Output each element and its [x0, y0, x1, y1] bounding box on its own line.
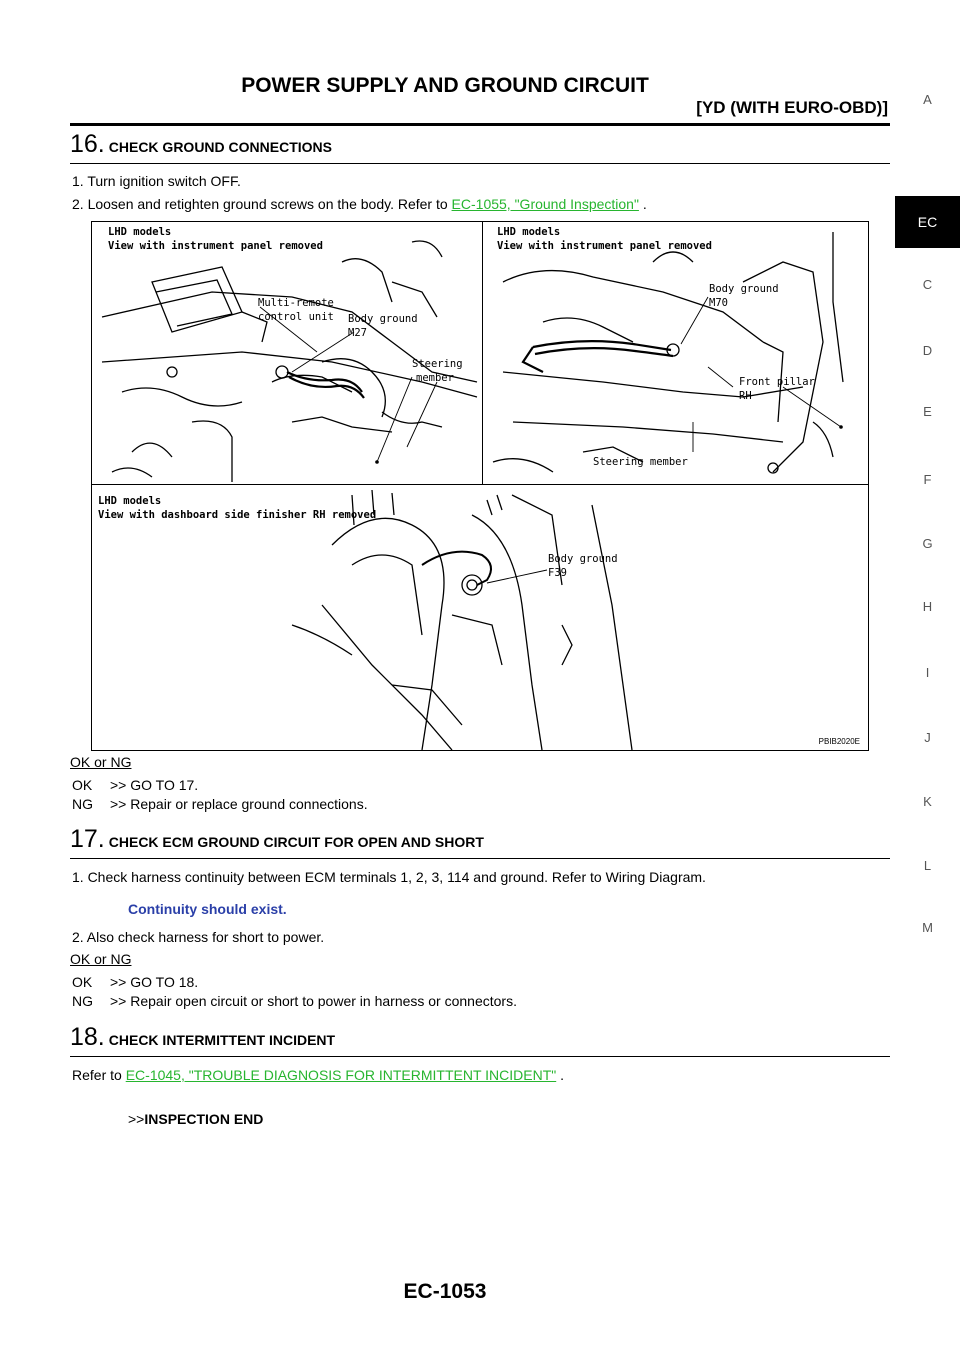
ground-inspection-link[interactable]: EC-1055, "Ground Inspection" [451, 196, 639, 212]
header-rule [70, 123, 890, 126]
label-f39: F39 [548, 567, 567, 579]
label-control-unit: control unit [258, 311, 334, 323]
tab-j[interactable]: J [924, 730, 931, 745]
label-body-ground-m27: Body ground [348, 313, 418, 325]
label-body-ground-f39: Body ground [548, 553, 618, 565]
page-subtitle: [YD (WITH EURO-OBD)] [696, 98, 888, 117]
page-number: EC-1053 [403, 1280, 487, 1303]
step-18-line-end: . [556, 1067, 564, 1083]
label-body-ground-m70: Body ground [709, 283, 779, 295]
figure-panel-f39 [92, 485, 868, 750]
panel-f39-heading-2: View with dashboard side finisher RH removed [98, 509, 377, 521]
tab-ec[interactable]: EC [895, 196, 960, 248]
step-16-line-2 [72, 196, 647, 212]
tab-h[interactable]: H [922, 599, 933, 614]
step-17-ng-row [72, 993, 517, 1009]
step-16-ok-value: >> GO TO 17. [110, 777, 199, 793]
page-title: POWER SUPPLY AND GROUND CIRCUIT [241, 74, 649, 97]
step-16-ok-or-ng: OK or NG [70, 754, 132, 770]
label-steering-member: Steering member [593, 456, 688, 468]
step-17-line-1: 1. Check harness continuity between ECM terminals 1, 2, 3, 114 and ground. Refer to Wiring Diagram. [72, 869, 706, 885]
step-16-ng-row [72, 796, 368, 812]
label-m70: M70 [709, 297, 728, 309]
step-18-title: CHECK INTERMITTENT INCIDENT [108, 1032, 336, 1048]
step-16-ok-row [72, 777, 198, 793]
inspection-end-prefix: >> [128, 1111, 145, 1127]
panel-f39-drawing [92, 485, 868, 750]
tab-g[interactable]: G [922, 536, 933, 551]
step-17-heading [70, 825, 890, 853]
step-16-rule [70, 163, 890, 164]
step-17-ng-value: >> Repair open circuit or short to power in harness or connectors. [110, 993, 517, 1009]
label-rh: RH [739, 390, 752, 402]
step-16-line-1: 1. Turn ignition switch OFF. [72, 173, 241, 189]
step-18-number: 18. [70, 1023, 105, 1051]
inspection-end [128, 1111, 263, 1127]
panel-f39-heading-1: LHD models [98, 495, 162, 507]
intermittent-incident-link[interactable]: EC-1045, "TROUBLE DIAGNOSIS FOR INTERMITTENT INCIDENT" [125, 1067, 557, 1083]
tab-d[interactable]: D [922, 343, 933, 358]
tab-c[interactable]: C [922, 277, 933, 292]
step-17-rule [70, 858, 890, 859]
tab-i[interactable]: I [925, 665, 930, 680]
step-16-ng-key: NG [72, 796, 93, 812]
step-17-title: CHECK ECM GROUND CIRCUIT FOR OPEN AND SHORT [108, 834, 484, 850]
step-17-ok-or-ng: OK or NG [70, 951, 132, 967]
step-16-line-2-text: 2. Loosen and retighten ground screws on the body. Refer to [72, 196, 452, 212]
label-member: member [416, 372, 454, 384]
panel-m27-heading-2: View with instrument panel removed [108, 240, 323, 252]
step-18-heading [70, 1023, 890, 1051]
label-m27: M27 [348, 327, 367, 339]
step-16-heading [70, 130, 890, 158]
label-steering: Steering [412, 358, 463, 370]
step-16-line-2-end: . [638, 196, 647, 212]
label-multi-remote: Multi-remote [258, 297, 334, 309]
step-17-number: 17. [70, 825, 105, 853]
panel-m70-drawing [483, 222, 868, 484]
step-16-ok-key: OK [72, 777, 93, 793]
panel-m70-heading-2: View with instrument panel removed [497, 240, 712, 252]
step-16-number: 16. [70, 130, 105, 158]
tab-a[interactable]: A [923, 92, 932, 107]
step-17-ok-row [72, 974, 198, 990]
step-17-ng-key: NG [72, 993, 93, 1009]
inspection-end-label: INSPECTION END [144, 1111, 264, 1127]
label-front-pillar: Front pillar [739, 376, 815, 388]
figure-panel-m70 [483, 222, 868, 484]
figure-panel-m27 [92, 222, 482, 484]
tab-f[interactable]: F [923, 472, 932, 487]
tab-l[interactable]: L [923, 858, 932, 873]
tab-m[interactable]: M [922, 920, 933, 935]
figure-code: PBIB2020E [818, 737, 860, 746]
step-18-rule [70, 1056, 890, 1057]
step-17-ok-value: >> GO TO 18. [110, 974, 199, 990]
step-17-spec: Continuity should exist. [128, 901, 287, 917]
step-18-line [72, 1067, 564, 1083]
tab-e[interactable]: E [923, 404, 932, 419]
step-18-line-text: Refer to [72, 1067, 126, 1083]
panel-m27-drawing [92, 222, 482, 484]
step-17-ok-key: OK [72, 974, 93, 990]
step-16-ng-value: >> Repair or replace ground connections. [110, 796, 368, 812]
panel-m70-heading-1: LHD models [497, 226, 561, 238]
tab-k[interactable]: K [923, 794, 932, 809]
panel-m27-heading-1: LHD models [108, 226, 172, 238]
step-17-line-2: 2. Also check harness for short to power. [72, 929, 325, 945]
step-16-title: CHECK GROUND CONNECTIONS [108, 139, 332, 155]
ground-location-figure [91, 221, 869, 751]
